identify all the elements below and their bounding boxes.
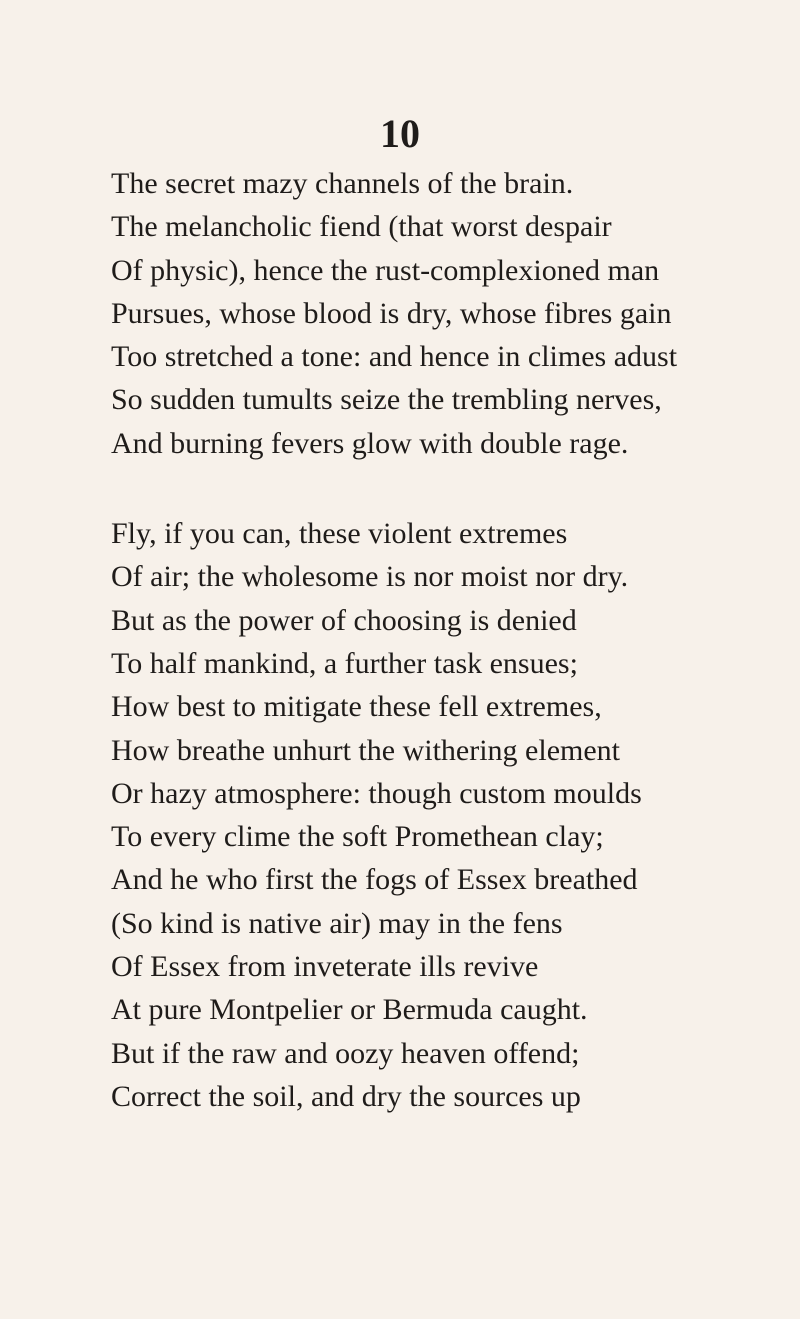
stanza-break (111, 467, 791, 514)
verse-line: And burning fevers glow with double rage. (111, 426, 629, 460)
verse-line: So sudden tumults seize the trembling nerves, (111, 383, 662, 417)
verse-line: Too stretched a tone: and hence in climes adust (111, 340, 678, 374)
verse-line: The melancholic fiend (that worst despair (111, 210, 612, 244)
verse-line: Of Essex from inveterate ills revive (111, 950, 539, 984)
verse-line: At pure Montpelier or Bermuda caught. (111, 993, 588, 1027)
verse-line: Correct the soil, and dry the sources up (111, 1079, 581, 1113)
verse-line: Fly, if you can, these violent extremes (111, 517, 568, 551)
verse-line: (So kind is native air) may in the fens (111, 906, 563, 940)
verse-line: Pursues, whose blood is dry, whose fibres gain (111, 296, 672, 330)
verse-line: Or hazy atmosphere: though custom moulds (111, 776, 642, 810)
verse-line: The secret mazy channels of the brain. (111, 167, 574, 200)
stanza-2 (111, 514, 791, 1117)
poem-text (111, 164, 791, 1120)
verse-line: Of air; the wholesome is nor moist nor dry. (111, 560, 629, 594)
verse-line: To half mankind, a further task ensues; (111, 646, 578, 680)
verse-line: How breathe unhurt the withering element (111, 733, 621, 767)
verse-line: Of physic), hence the rust-complexioned man (111, 253, 660, 287)
verse-line: And he who first the fogs of Essex breathed (111, 863, 638, 897)
stanza-1 (111, 164, 791, 464)
page-number: 10 (380, 111, 420, 156)
verse-line: To every clime the soft Promethean clay; (111, 820, 604, 854)
verse-line: But if the raw and oozy heaven offend; (111, 1036, 580, 1070)
verse-line: But as the power of choosing is denied (111, 603, 577, 637)
verse-line: How best to mitigate these fell extremes, (111, 690, 602, 724)
